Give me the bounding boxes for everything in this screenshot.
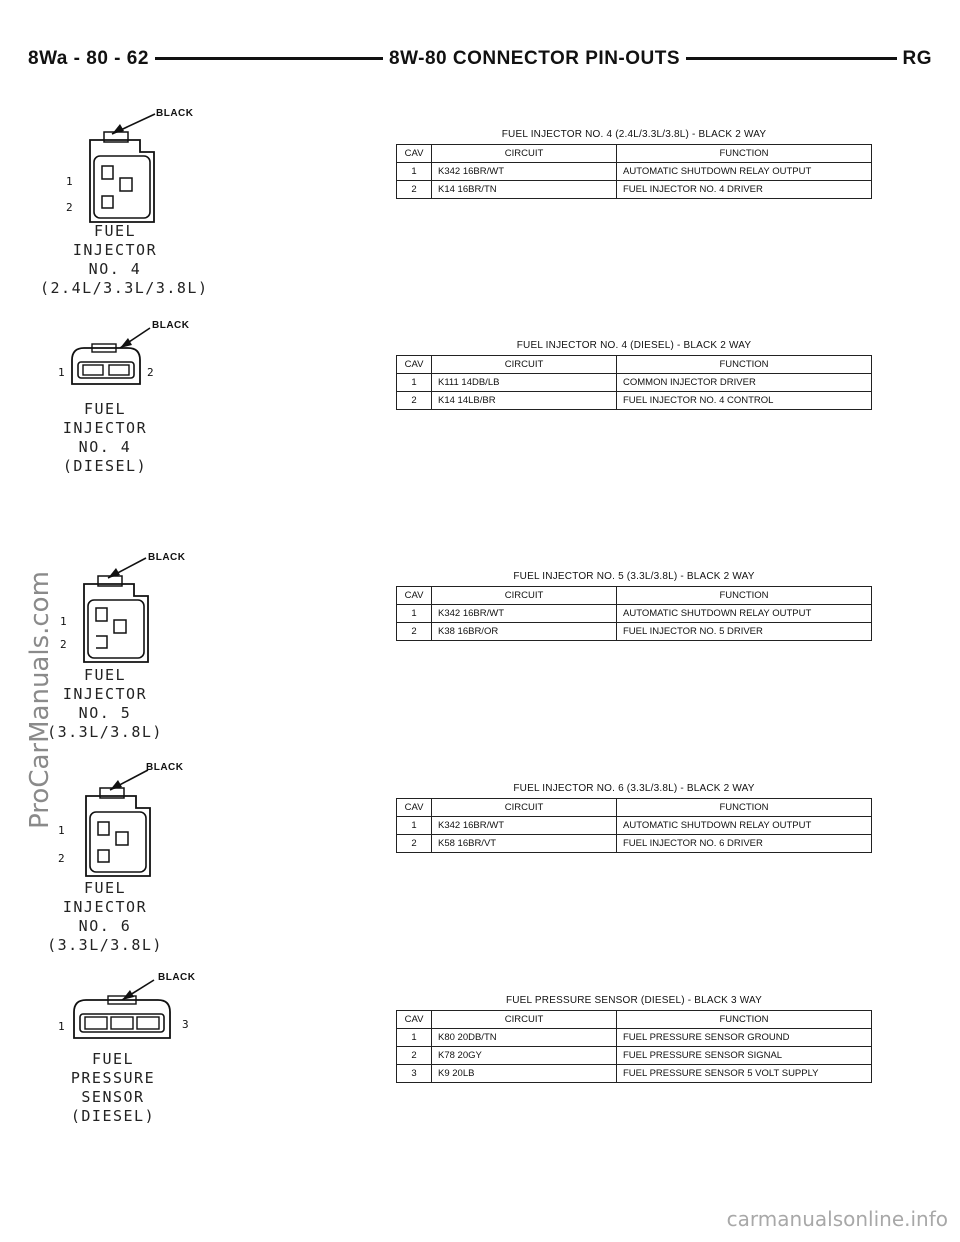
connector-diagram-fuel-injector-4-diesel bbox=[50, 320, 200, 410]
page-header bbox=[28, 44, 932, 74]
name-line: INJECTOR bbox=[62, 898, 148, 916]
table-title: FUEL INJECTOR NO. 5 (3.3L/3.8L) - BLACK 2 WAY bbox=[513, 571, 755, 582]
watermark-text: ProCarManuals.com bbox=[25, 571, 55, 829]
name-line: FUEL bbox=[91, 1050, 135, 1068]
table-header-row bbox=[397, 587, 872, 605]
table-row bbox=[397, 1029, 872, 1047]
cell-circuit: K342 16BR/WT bbox=[432, 163, 617, 181]
column-header: CAV bbox=[397, 799, 432, 817]
connector-name bbox=[30, 879, 180, 955]
column-header: CAV bbox=[397, 587, 432, 605]
column-header: FUNCTION bbox=[617, 145, 872, 163]
name-line: INJECTOR bbox=[62, 685, 148, 703]
cell-circuit: K111 14DB/LB bbox=[432, 374, 617, 392]
table-header-row bbox=[397, 799, 872, 817]
cell-function: FUEL INJECTOR NO. 6 DRIVER bbox=[617, 835, 872, 853]
table-header-row bbox=[397, 1011, 872, 1029]
cell-function: FUEL INJECTOR NO. 4 CONTROL bbox=[617, 392, 872, 410]
name-line: NO. 4 bbox=[88, 260, 142, 278]
name-line: (3.3L/3.8L) bbox=[47, 723, 163, 741]
color-label: BLACK bbox=[156, 108, 194, 119]
pin-2-label: 2 bbox=[147, 366, 154, 379]
pin-2-label: 2 bbox=[66, 201, 73, 214]
pinout-table bbox=[396, 586, 872, 641]
cell-circuit: K78 20GY bbox=[432, 1047, 617, 1065]
cell-cav: 1 bbox=[397, 374, 432, 392]
pinout-table bbox=[396, 798, 872, 853]
table-row bbox=[397, 1047, 872, 1065]
table-row bbox=[397, 835, 872, 853]
cell-function: FUEL PRESSURE SENSOR SIGNAL bbox=[617, 1047, 872, 1065]
pinout-table bbox=[396, 144, 872, 199]
connector-diagram-fuel-injector-6 bbox=[50, 760, 200, 880]
cell-function: AUTOMATIC SHUTDOWN RELAY OUTPUT bbox=[617, 163, 872, 181]
name-line: (DIESEL) bbox=[70, 1107, 156, 1125]
table-row bbox=[397, 163, 872, 181]
page-number: 8Wa - 80 - 62 bbox=[28, 44, 155, 74]
pinout-block-fuel-injector-4-gas bbox=[396, 129, 872, 199]
name-line: INJECTOR bbox=[72, 241, 158, 259]
cell-circuit: K9 20LB bbox=[432, 1065, 617, 1083]
pin-3-label: 3 bbox=[182, 1018, 189, 1031]
column-header: CAV bbox=[397, 1011, 432, 1029]
column-header: FUNCTION bbox=[617, 1011, 872, 1029]
horizontal-connector-icon bbox=[50, 972, 210, 1052]
pinout-block-fuel-injector-5 bbox=[396, 571, 872, 641]
pinout-block-fuel-pressure-sensor bbox=[396, 995, 872, 1083]
cell-cav: 1 bbox=[397, 1029, 432, 1047]
pinout-block-fuel-injector-4-diesel bbox=[396, 340, 872, 410]
column-header: CIRCUIT bbox=[432, 145, 617, 163]
horizontal-connector-icon bbox=[50, 320, 200, 410]
table-row bbox=[397, 623, 872, 641]
column-header: CIRCUIT bbox=[432, 1011, 617, 1029]
name-line: (2.4L/3.3L/3.8L) bbox=[40, 279, 209, 297]
name-line: PRESSURE bbox=[70, 1069, 156, 1087]
name-line: NO. 6 bbox=[78, 917, 132, 935]
pin-2-label: 2 bbox=[60, 638, 67, 651]
name-line: NO. 5 bbox=[78, 704, 132, 722]
cell-circuit: K342 16BR/WT bbox=[432, 817, 617, 835]
connector-diagram-fuel-injector-5 bbox=[50, 548, 200, 668]
cell-function: FUEL PRESSURE SENSOR 5 VOLT SUPPLY bbox=[617, 1065, 872, 1083]
pinout-table bbox=[396, 355, 872, 410]
cell-circuit: K14 16BR/TN bbox=[432, 181, 617, 199]
table-row bbox=[397, 374, 872, 392]
pin-1-label: 1 bbox=[58, 1020, 65, 1033]
cell-cav: 2 bbox=[397, 835, 432, 853]
footer-watermark: carmanualsonline.info bbox=[726, 1207, 948, 1231]
square-connector-icon bbox=[50, 548, 200, 668]
name-line: FUEL bbox=[83, 879, 127, 897]
pin-1-label: 1 bbox=[60, 615, 67, 628]
pinout-block-fuel-injector-6 bbox=[396, 783, 872, 853]
color-label: BLACK bbox=[152, 320, 190, 331]
table-title: FUEL INJECTOR NO. 4 (DIESEL) - BLACK 2 WAY bbox=[516, 340, 752, 351]
table-row bbox=[397, 817, 872, 835]
cell-circuit: K58 16BR/VT bbox=[432, 835, 617, 853]
cell-circuit: K14 14LB/BR bbox=[432, 392, 617, 410]
connector-name bbox=[30, 666, 180, 742]
name-line: (3.3L/3.8L) bbox=[47, 936, 163, 954]
connector-diagram-fuel-pressure-sensor bbox=[50, 972, 210, 1052]
column-header: CIRCUIT bbox=[432, 799, 617, 817]
table-header-row bbox=[397, 145, 872, 163]
cell-function: FUEL PRESSURE SENSOR GROUND bbox=[617, 1029, 872, 1047]
pinout-table bbox=[396, 1010, 872, 1083]
square-connector-icon bbox=[50, 760, 200, 880]
table-title: FUEL PRESSURE SENSOR (DIESEL) - BLACK 3 WAY bbox=[505, 995, 763, 1006]
cell-cav: 2 bbox=[397, 623, 432, 641]
cell-circuit: K342 16BR/WT bbox=[432, 605, 617, 623]
column-header: FUNCTION bbox=[617, 587, 872, 605]
table-row bbox=[397, 605, 872, 623]
cell-cav: 2 bbox=[397, 181, 432, 199]
column-header: CIRCUIT bbox=[432, 587, 617, 605]
cell-function: FUEL INJECTOR NO. 5 DRIVER bbox=[617, 623, 872, 641]
pin-1-label: 1 bbox=[58, 824, 65, 837]
cell-function: AUTOMATIC SHUTDOWN RELAY OUTPUT bbox=[617, 605, 872, 623]
column-header: CAV bbox=[397, 145, 432, 163]
column-header: FUNCTION bbox=[617, 356, 872, 374]
connector-name bbox=[38, 1050, 188, 1126]
column-header: FUNCTION bbox=[617, 799, 872, 817]
cell-function: COMMON INJECTOR DRIVER bbox=[617, 374, 872, 392]
pin-2-label: 2 bbox=[58, 852, 65, 865]
color-label: BLACK bbox=[148, 552, 186, 563]
pin-1-label: 1 bbox=[66, 175, 73, 188]
cell-cav: 2 bbox=[397, 1047, 432, 1065]
name-line: SENSOR bbox=[81, 1088, 145, 1106]
vehicle-code: RG bbox=[897, 44, 933, 74]
connector-name bbox=[40, 222, 209, 298]
cell-circuit: K38 16BR/OR bbox=[432, 623, 617, 641]
name-line: NO. 4 bbox=[78, 438, 132, 456]
table-row bbox=[397, 181, 872, 199]
color-label: BLACK bbox=[158, 972, 196, 983]
name-line: FUEL bbox=[83, 400, 127, 418]
cell-circuit: K80 20DB/TN bbox=[432, 1029, 617, 1047]
cell-cav: 1 bbox=[397, 817, 432, 835]
connector-name bbox=[30, 400, 180, 476]
cell-cav: 1 bbox=[397, 163, 432, 181]
cell-function: AUTOMATIC SHUTDOWN RELAY OUTPUT bbox=[617, 817, 872, 835]
cell-cav: 3 bbox=[397, 1065, 432, 1083]
name-line: INJECTOR bbox=[62, 419, 148, 437]
table-title: FUEL INJECTOR NO. 4 (2.4L/3.3L/3.8L) - BLACK 2 WAY bbox=[501, 129, 767, 140]
name-line: FUEL bbox=[93, 222, 137, 240]
cell-function: FUEL INJECTOR NO. 4 DRIVER bbox=[617, 181, 872, 199]
cell-cav: 2 bbox=[397, 392, 432, 410]
table-row bbox=[397, 392, 872, 410]
color-label: BLACK bbox=[146, 762, 184, 773]
name-line: (DIESEL) bbox=[62, 457, 148, 475]
table-header-row bbox=[397, 356, 872, 374]
column-header: CAV bbox=[397, 356, 432, 374]
column-header: CIRCUIT bbox=[432, 356, 617, 374]
pin-1-label: 1 bbox=[58, 366, 65, 379]
section-title: 8W-80 CONNECTOR PIN-OUTS bbox=[383, 44, 686, 74]
table-title: FUEL INJECTOR NO. 6 (3.3L/3.8L) - BLACK 2 WAY bbox=[513, 783, 755, 794]
cell-cav: 1 bbox=[397, 605, 432, 623]
name-line: FUEL bbox=[83, 666, 127, 684]
table-row bbox=[397, 1065, 872, 1083]
